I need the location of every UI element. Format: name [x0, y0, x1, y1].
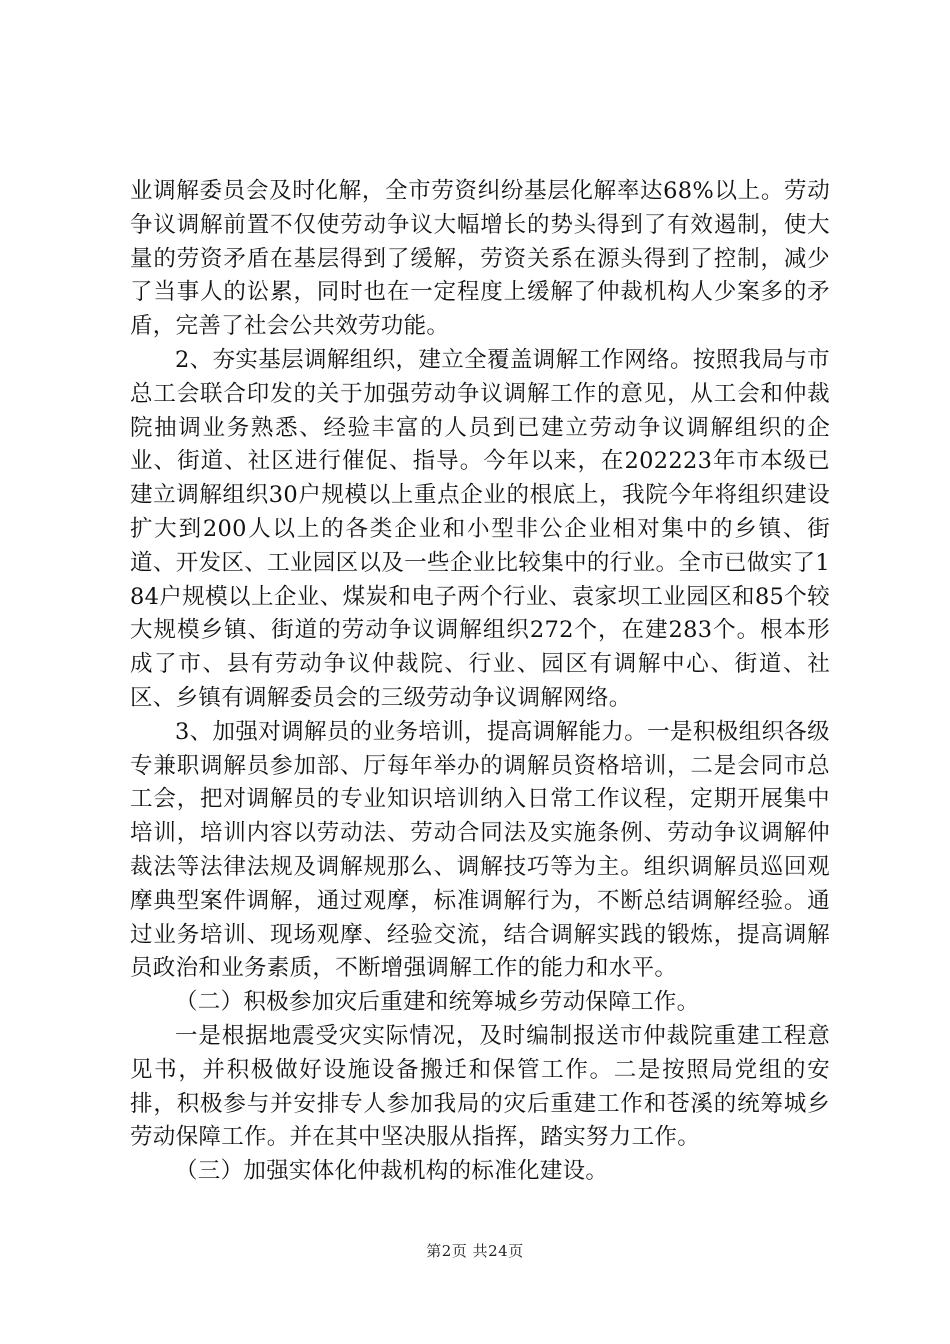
paragraph-reconstruction: 一是根据地震受灾实际情况，及时编制报送市仲裁院重建工程意见书，并积极做好设施设备搬迁和保管工作。二是按照局党组的安排，积极参与并安排专人参加我局的灾后重建工作和苍溪的统筹城乡劳动保障工作。并在其中坚决服从指挥，踏实努力工作。: [130, 1022, 830, 1151]
paragraph-continuation: 业调解委员会及时化解，全市劳资纠纷基层化解率达68%以上。劳动争议调解前置不仅使劳动争议大幅增长的势头得到了有效遏制，使大量的劳资矛盾在基层得到了缓解，劳资关系在源头得到了控制，减少了当事人的讼累，同时也在一定程度上缓解了仲裁机构人少案多的矛盾，完善了社会公共效劳功能。: [130, 178, 830, 340]
document-body: [130, 175, 830, 1189]
section-heading-3: （三）加强实体化仲裁机构的标准化建设。: [175, 1158, 609, 1185]
section-heading-2: （二）积极参加灾后重建和统筹城乡劳动保障工作。: [175, 989, 700, 1016]
page-footer: 第2页 共24页: [426, 1242, 524, 1260]
paragraph-mediator-training: 3、加强对调解员的业务培训，提高调解能力。一是积极组织各级专兼职调解员参加部、厅每年举办的调解员资格培训，二是会同市总工会，把对调解员的专业知识培训纳入日常工作议程，定期开展集中培训，培训内容以劳动法、劳动合同法及实施条例、劳动争议调解仲裁法等法律法规及调解规那么、调解技巧等为主。组织调解员巡回观摩典型案件调解，通过观摩，标准调解行为，不断总结调解经验。通过业务培训、现场观摩、经验交流，结合调解实践的锻炼，提高调解员政治和业务素质，不断增强调解工作的能力和水平。: [130, 718, 830, 982]
paragraph-mediation-network: 2、夯实基层调解组织，建立全覆盖调解工作网络。按照我局与市总工会联合印发的关于加强劳动争议调解工作的意见，从工会和仲裁院抽调业务熟悉、经验丰富的人员到已建立劳动争议调解组织的企业、街道、社区进行催促、指导。今年以来，在202223年市本级已建立调解组织30户规模以上重点企业的根底上，我院今年将组织建设扩大到200人以上的各类企业和小型非公企业相对集中的乡镇、街道、开发区、工业园区以及一些企业比较集中的行业。全市已做实了184户规模以上企业、煤炭和电子两个行业、袁家坝工业园区和85个较大规模乡镇、街道的劳动争议调解组织272个，在建283个。根本形成了市、县有劳动争议仲裁院、行业、园区有调解中心、街道、社区、乡镇有调解委员会的三级劳动争议调解网络。: [130, 346, 830, 711]
